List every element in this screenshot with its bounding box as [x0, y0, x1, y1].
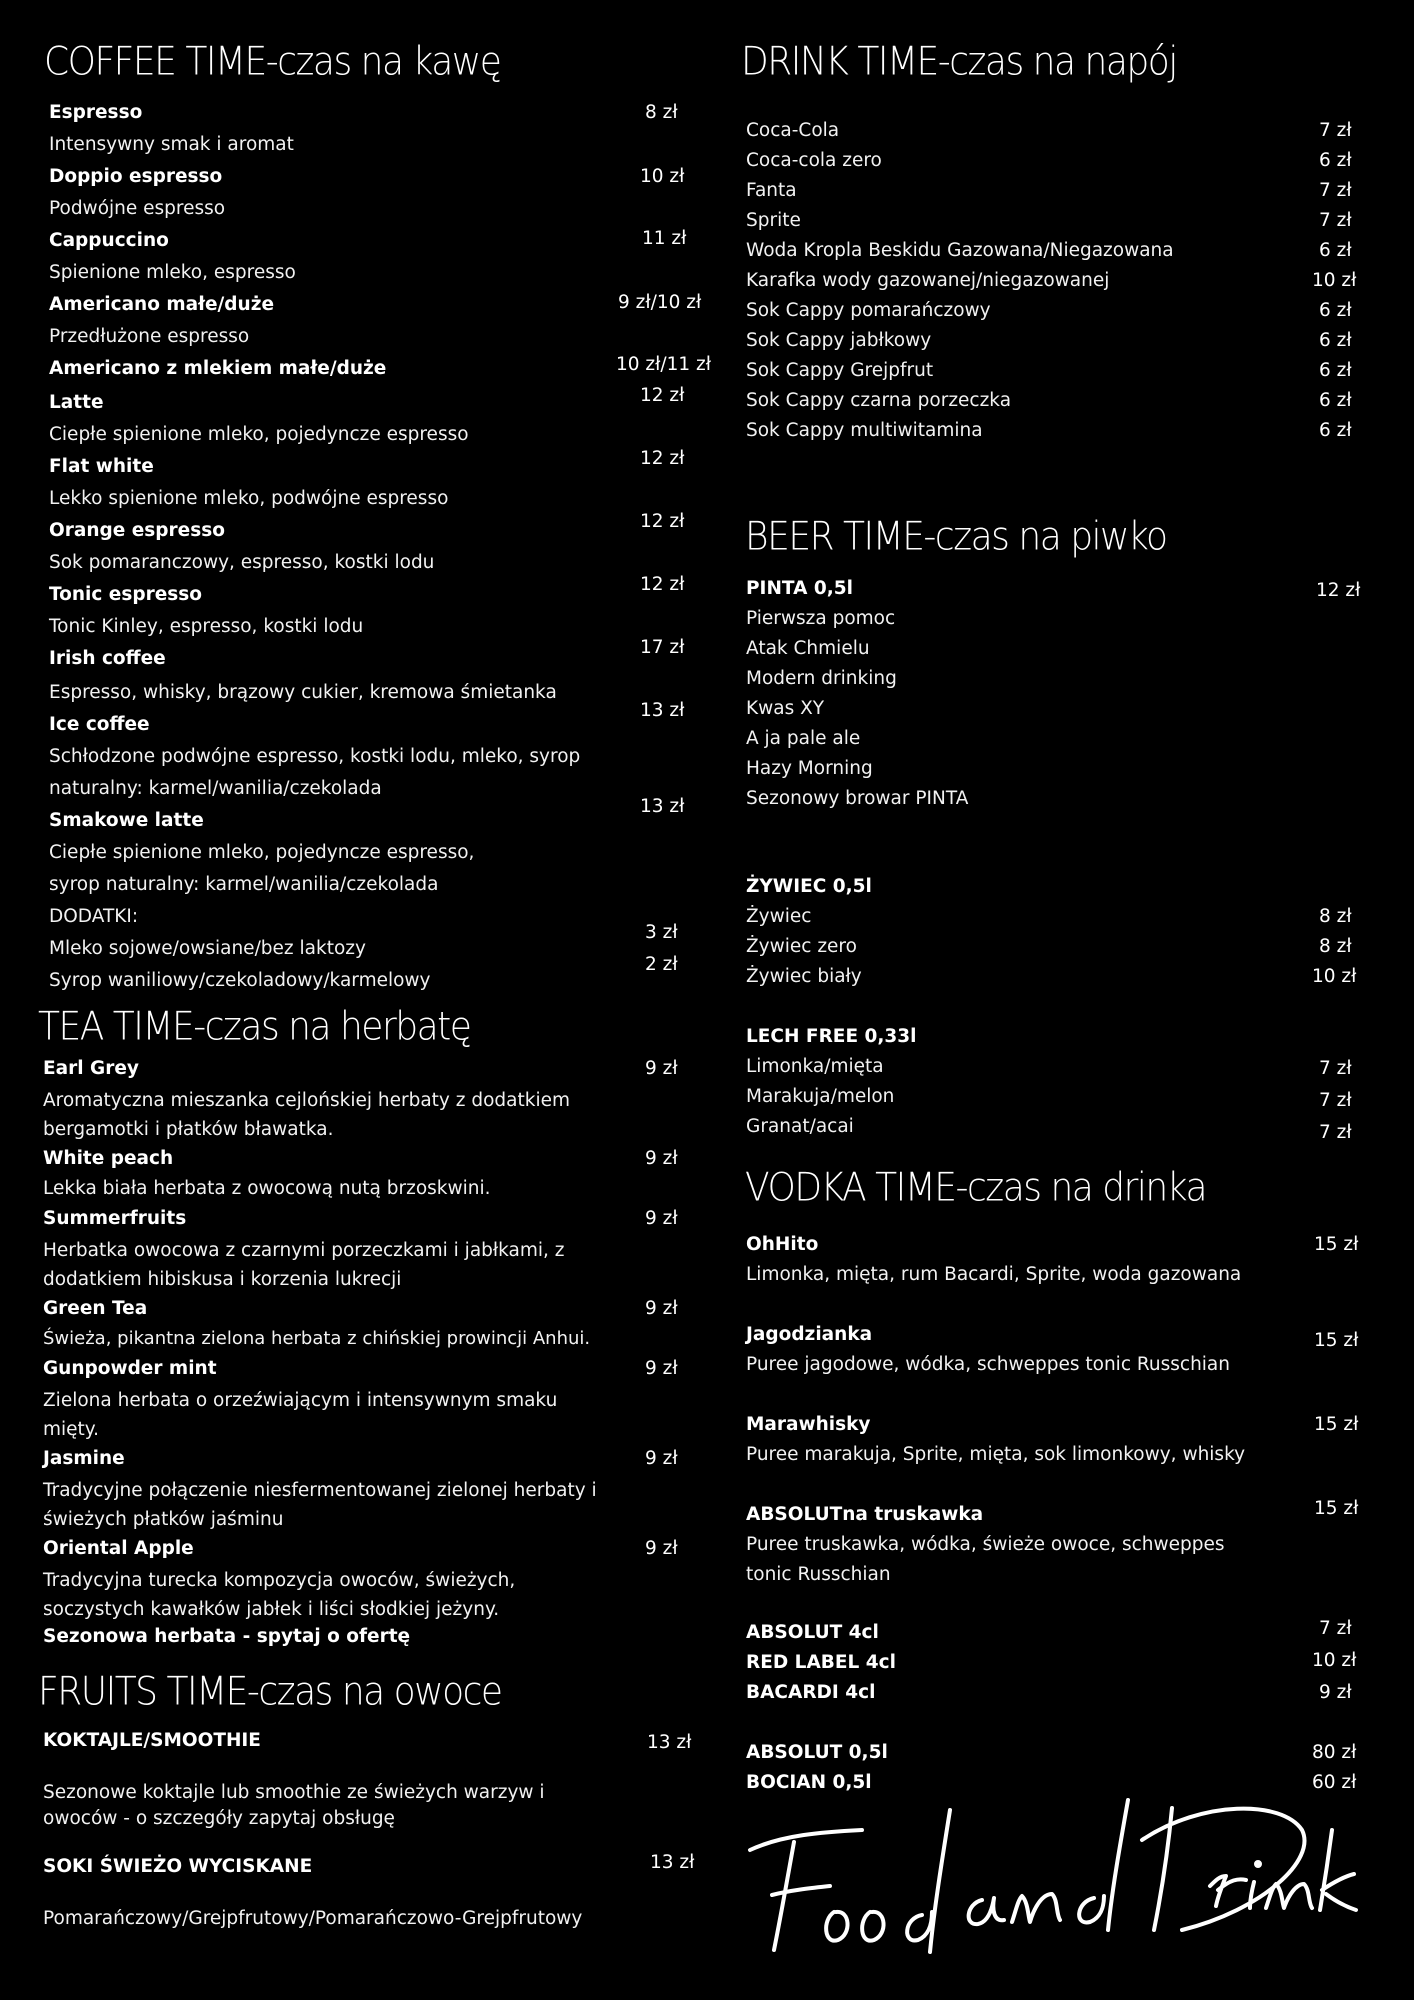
tea-item-name: Summerfruits: [43, 1208, 187, 1229]
drink-item-price: 10 zł: [1312, 270, 1357, 291]
drink-item-name: Sok Cappy czarna porzeczka: [746, 390, 1012, 411]
coffee-item-name: Tonic espresso: [49, 584, 202, 605]
zywiec-item-price: 8 zł: [1319, 936, 1352, 957]
pinta-item: Atak Chmielu: [746, 638, 870, 659]
drink-item-name: Karafka wody gazowanej/niegazowanej: [746, 270, 1110, 291]
coffee-item-name: Smakowe latte: [49, 810, 204, 831]
coffee-item-price: 12 zł: [640, 448, 685, 469]
drink-item-name: Fanta: [746, 180, 797, 201]
coffee-item-name: Orange espresso: [49, 520, 225, 541]
coffee-item-price: 8 zł: [645, 102, 678, 123]
fruits-item-price: 13 zł: [650, 1852, 695, 1873]
coffee-item-desc: Ciepłe spienione mleko, pojedyncze espresso,: [49, 842, 475, 863]
lech-item-price: 7 zł: [1319, 1122, 1352, 1143]
coffee-item-desc: Intensywny smak i aromat: [49, 134, 294, 155]
coffee-item-name: Cappuccino: [49, 230, 169, 251]
zywiec-item-name: Żywiec: [746, 906, 812, 927]
lech-title: LECH FREE 0,33l: [746, 1026, 917, 1047]
vodka-drink-name: ABSOLUTna truskawka: [746, 1504, 984, 1525]
vodka-shot-price: 9 zł: [1319, 1682, 1352, 1703]
tea-item-desc: Zielona herbata o orzeźwiającym i intensywnym smaku mięty.: [43, 1390, 558, 1440]
vodka-drink-desc: Limonka, mięta, rum Bacardi, Sprite, woda gazowana: [746, 1264, 1242, 1285]
extra-item-price: 3 zł: [645, 922, 678, 943]
pinta-item: Kwas XY: [746, 698, 825, 719]
drink-item-name: Sok Cappy Grejpfrut: [746, 360, 934, 381]
vodka-drink-name: Marawhisky: [746, 1414, 871, 1435]
coffee-item-price: 11 zł: [642, 228, 687, 249]
tea-item-name: Green Tea: [43, 1298, 148, 1319]
coffee-item-name: Ice coffee: [49, 714, 150, 735]
fruits-item-desc: Sezonowe koktajle lub smoothie ze świeżych warzyw i owoców - o szczegóły zapytaj obsługę: [43, 1782, 545, 1829]
coffee-item-name: Flat white: [49, 456, 154, 477]
coffee-item-name: Espresso: [49, 102, 143, 123]
extra-item-name: Mleko sojowe/owsiane/bez laktozy: [49, 938, 366, 959]
tea-item-price: 9 zł: [645, 1358, 678, 1379]
lech-item-name: Granat/acai: [746, 1116, 854, 1137]
coffee-item-price: 12 zł: [640, 511, 685, 532]
coffee-item-price: 13 zł: [640, 700, 685, 721]
coffee-item-name: Doppio espresso: [49, 166, 223, 187]
tea-item-price: 9 zł: [645, 1148, 678, 1169]
tea-heading: TEA TIME-czas na herbatę: [38, 1005, 471, 1050]
coffee-item-desc: Espresso, whisky, brązowy cukier, kremowa śmietanka: [49, 682, 557, 703]
vodka-drink-name: OhHito: [746, 1234, 819, 1255]
drink-item-price: 7 zł: [1319, 180, 1352, 201]
vodka-bottle-price: 80 zł: [1312, 1742, 1357, 1763]
zywiec-title: ŻYWIEC 0,5l: [746, 876, 872, 897]
pinta-title: PINTA 0,5l: [746, 578, 853, 599]
pinta-item: Hazy Morning: [746, 758, 873, 779]
tea-item-desc: Lekka biała herbata z owocową nutą brzoskwini.: [43, 1178, 491, 1199]
drink-heading: DRINK TIME-czas na napój: [741, 40, 1177, 85]
vodka-bottle-price: 60 zł: [1312, 1772, 1357, 1793]
coffee-item-name: Americano z mlekiem małe/duże: [49, 358, 387, 379]
coffee-item-desc: Schłodzone podwójne espresso, kostki lodu, mleko, syrop: [49, 746, 581, 767]
tea-item-desc: Herbatka owocowa z czarnymi porzeczkami i jabłkami, z dodatkiem hibiskusa i korzenia lukrecji: [43, 1240, 565, 1290]
vodka-drink-price: 15 zł: [1314, 1234, 1359, 1255]
coffee-item-name: Irish coffee: [49, 648, 166, 669]
lech-item-price: 7 zł: [1319, 1090, 1352, 1111]
coffee-item-desc: Podwójne espresso: [49, 198, 226, 219]
lech-item-name: Marakuja/melon: [746, 1086, 895, 1107]
drink-item-price: 6 zł: [1319, 360, 1352, 381]
coffee-item-desc: Przedłużone espresso: [49, 326, 250, 347]
zywiec-item-price: 8 zł: [1319, 906, 1352, 927]
tea-item-price: 9 zł: [645, 1448, 678, 1469]
drink-item-name: Coca-Cola: [746, 120, 840, 141]
vodka-drink-price: 15 zł: [1314, 1498, 1359, 1519]
coffee-item-price: 12 zł: [640, 574, 685, 595]
vodka-drink-price: 15 zł: [1314, 1414, 1359, 1435]
coffee-item-name: Latte: [49, 392, 104, 413]
lech-item-name: Limonka/mięta: [746, 1056, 884, 1077]
vodka-drink-desc: Puree truskawka, wódka, świeże owoce, schweppes: [746, 1534, 1225, 1555]
tea-item-desc: Aromatyczna mieszanka cejlońskiej herbaty z dodatkiem bergamotki i płatków bławatka.: [43, 1090, 571, 1140]
zywiec-item-price: 10 zł: [1312, 966, 1357, 987]
drink-item-price: 6 zł: [1319, 150, 1352, 171]
drink-item-price: 6 zł: [1319, 420, 1352, 441]
coffee-item-desc: Lekko spienione mleko, podwójne espresso: [49, 488, 449, 509]
beer-heading: BEER TIME-czas na piwko: [745, 515, 1167, 560]
fruits-heading: FRUITS TIME-czas na owoce: [38, 1670, 502, 1715]
coffee-heading: COFFEE TIME-czas na kawę: [44, 40, 501, 85]
drink-item-name: Sok Cappy multiwitamina: [746, 420, 983, 441]
tea-item-name: Jasmine: [43, 1448, 125, 1469]
tea-seasonal: Sezonowa herbata - spytaj o ofertę: [43, 1626, 411, 1647]
coffee-item-desc: Tonic Kinley, espresso, kostki lodu: [49, 616, 364, 637]
tea-item-price: 9 zł: [645, 1538, 678, 1559]
extra-item-name: Syrop waniliowy/czekoladowy/karmelowy: [49, 970, 431, 991]
coffee-item-desc: Spienione mleko, espresso: [49, 262, 296, 283]
tea-item-price: 9 zł: [645, 1208, 678, 1229]
vodka-drink-desc: Puree jagodowe, wódka, schweppes tonic Russchian: [746, 1354, 1230, 1375]
vodka-drink-desc: Puree marakuja, Sprite, mięta, sok limonkowy, whisky: [746, 1444, 1246, 1465]
drink-item-name: Sprite: [746, 210, 801, 231]
pinta-item: Pierwsza pomoc: [746, 608, 896, 629]
drink-item-name: Sok Cappy jabłkowy: [746, 330, 932, 351]
food-and-drink-signature: [742, 1790, 1362, 1960]
drink-item-price: 7 zł: [1319, 210, 1352, 231]
coffee-item-name: Americano małe/duże: [49, 294, 275, 315]
vodka-drink-name: Jagodzianka: [746, 1324, 873, 1345]
pinta-item: Modern drinking: [746, 668, 897, 689]
coffee-item-desc-line2: naturalny: karmel/wanilia/czekolada: [49, 778, 382, 799]
tea-item-desc: Tradycyjne połączenie niesfermentowanej zielonej herbaty i świeżych płatków jaśminu: [43, 1480, 597, 1530]
coffee-item-desc: Sok pomaranczowy, espresso, kostki lodu: [49, 552, 435, 573]
coffee-item-price: 13 zł: [640, 796, 685, 817]
coffee-item-price: 9 zł/10 zł: [618, 292, 702, 313]
fruits-item-desc: Pomarańczowy/Grejpfrutowy/Pomarańczowo-Grejpfrutowy: [43, 1908, 583, 1929]
pinta-item: Sezonowy browar PINTA: [746, 788, 969, 809]
drink-item-name: Woda Kropla Beskidu Gazowana/Niegazowana: [746, 240, 1174, 261]
coffee-item-price: 10 zł: [640, 166, 685, 187]
drink-item-price: 7 zł: [1319, 120, 1352, 141]
drink-item-price: 6 zł: [1319, 240, 1352, 261]
fruits-item-price: 13 zł: [647, 1732, 692, 1753]
tea-item-name: Gunpowder mint: [43, 1358, 217, 1379]
drink-item-price: 6 zł: [1319, 300, 1352, 321]
vodka-bottle-name: ABSOLUT 0,5l: [746, 1742, 888, 1763]
tea-item-name: Earl Grey: [43, 1058, 139, 1079]
coffee-item-desc-line2: syrop naturalny: karmel/wanilia/czekolada: [49, 874, 439, 895]
zywiec-item-name: Żywiec zero: [746, 936, 857, 957]
drink-item-price: 6 zł: [1319, 330, 1352, 351]
extras-label: DODATKI:: [49, 906, 139, 927]
lech-item-price: 7 zł: [1319, 1058, 1352, 1079]
vodka-heading: VODKA TIME-czas na drinka: [745, 1166, 1207, 1211]
tea-item-desc: Tradycyjna turecka kompozycja owoców, świeżych, soczystych kawałków jabłek i liści słodkiej jeżyny.: [43, 1570, 516, 1620]
tea-item-price: 9 zł: [645, 1058, 678, 1079]
vodka-shot-name: RED LABEL 4cl: [746, 1652, 896, 1673]
coffee-item-desc: Ciepłe spienione mleko, pojedyncze espresso: [49, 424, 469, 445]
pinta-price: 12 zł: [1316, 580, 1361, 601]
tea-item-price: 9 zł: [645, 1298, 678, 1319]
zywiec-item-name: Żywiec biały: [746, 966, 862, 987]
extra-item-price: 2 zł: [645, 954, 678, 975]
vodka-drink-price: 15 zł: [1314, 1330, 1359, 1351]
vodka-shot-price: 10 zł: [1312, 1650, 1357, 1671]
tea-item-desc: Świeża, pikantna zielona herbata z chińskiej prowincji Anhui.: [43, 1328, 591, 1349]
coffee-item-price: 12 zł: [640, 385, 685, 406]
vodka-shot-price: 7 zł: [1319, 1618, 1352, 1639]
tea-item-name: White peach: [43, 1148, 174, 1169]
fruits-item-name: KOKTAJLE/SMOOTHIE: [43, 1730, 261, 1751]
coffee-item-price: 10 zł/11 zł: [616, 354, 712, 375]
vodka-shot-name: BACARDI 4cl: [746, 1682, 876, 1703]
drink-item-name: Coca-cola zero: [746, 150, 882, 171]
coffee-item-price: 17 zł: [640, 637, 685, 658]
vodka-drink-desc-line2: tonic Russchian: [746, 1564, 891, 1585]
vodka-shot-name: ABSOLUT 4cl: [746, 1622, 879, 1643]
vodka-bottle-name: BOCIAN 0,5l: [746, 1772, 872, 1793]
drink-item-name: Sok Cappy pomarańczowy: [746, 300, 991, 321]
drink-item-price: 6 zł: [1319, 390, 1352, 411]
tea-item-name: Oriental Apple: [43, 1538, 194, 1559]
fruits-item-name: SOKI ŚWIEŻO WYCISKANE: [43, 1856, 313, 1877]
pinta-item: A ja pale ale: [746, 728, 861, 749]
